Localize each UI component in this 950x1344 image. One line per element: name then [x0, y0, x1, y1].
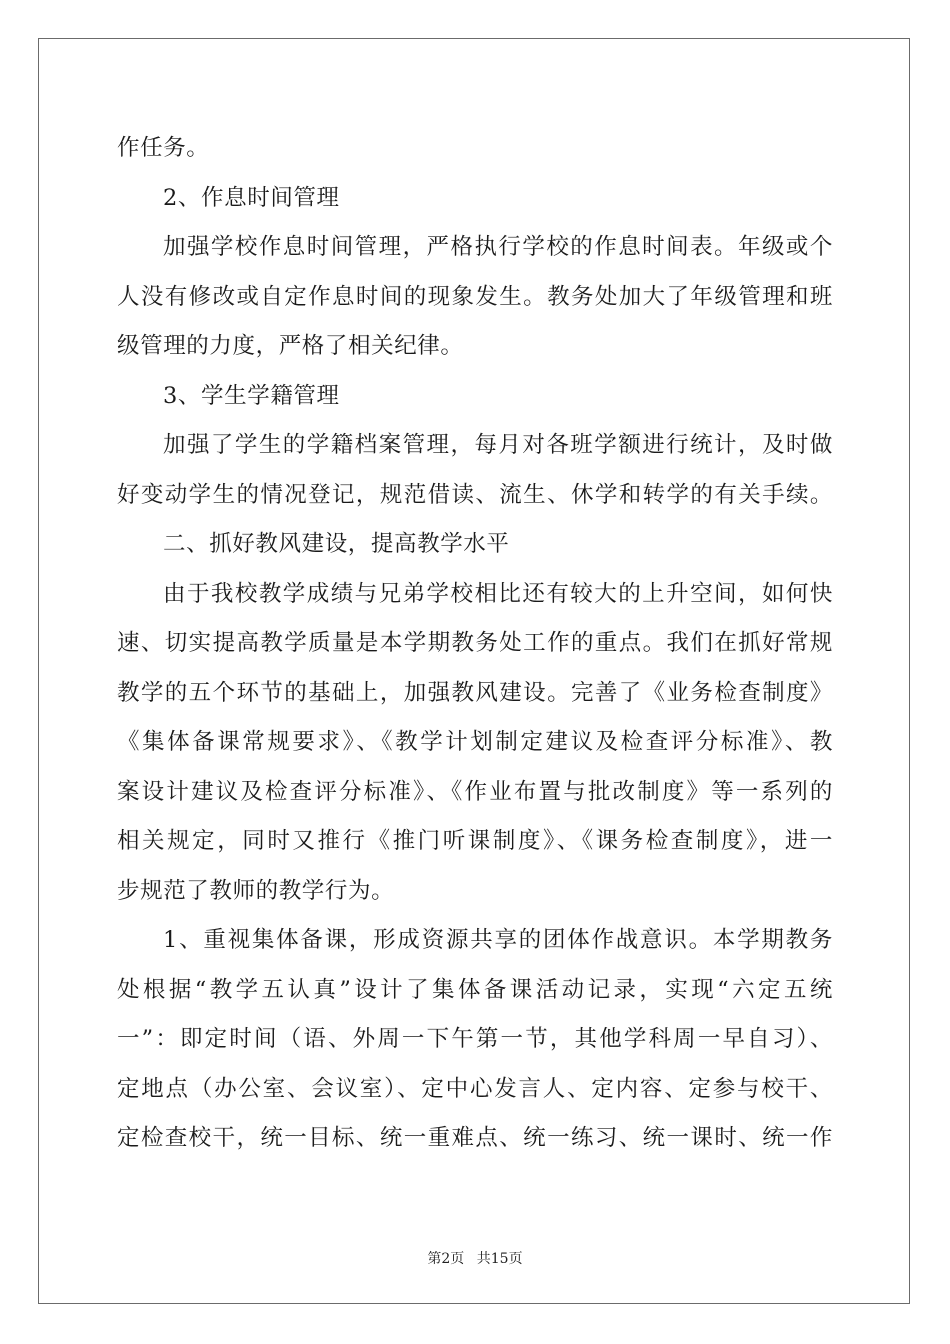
- text-line: 人没有修改或自定作息时间的现象发生。教务处加大了年级管理和班: [117, 283, 833, 310]
- text-line: 《集体备课常规要求》、《教学计划制定建议及检查评分标准》、教: [117, 729, 833, 755]
- text-line: 案设计建议及检查评分标准》、《作业布置与批改制度》等一系列的: [117, 778, 833, 805]
- text-line: 级管理的力度，严格了相关纪律。: [117, 333, 464, 359]
- current-page-number: 第2页: [427, 1251, 465, 1267]
- text-line: 教学的五个环节的基础上，加强教风建设。完善了《业务检查制度》: [117, 679, 833, 706]
- text-line: 定检查校干，统一目标、统一重难点、统一练习、统一课时、统一作: [117, 1125, 833, 1151]
- text-line: 加强学校作息时间管理，严格执行学校的作息时间表。年级或个: [163, 234, 833, 260]
- section-heading: 3、学生学籍管理: [163, 382, 340, 409]
- text-line: 一”：即定时间（语、外周一下午第一节，其他学科周一早自习）、: [117, 1026, 833, 1052]
- text-line: 作任务。: [117, 135, 210, 161]
- page-footer: [0, 1248, 950, 1268]
- text-line: 加强了学生的学籍档案管理，每月对各班学额进行统计，及时做: [163, 432, 833, 458]
- text-line: 由于我校教学成绩与兄弟学校相比还有较大的上升空间，如何快: [163, 580, 833, 607]
- document-body: [117, 124, 833, 1164]
- text-line: 1、重视集体备课，形成资源共享的团体作战意识。本学期教务: [163, 927, 833, 953]
- text-line: 处根据“教学五认真”设计了集体备课活动记录，实现“六定五统: [117, 976, 833, 1003]
- text-line: 定地点（办公室、会议室）、定中心发言人、定内容、定参与校干、: [117, 1075, 833, 1102]
- total-pages: 共15页: [476, 1251, 523, 1267]
- text-line: 相关规定，同时又推行《推门听课制度》、《课务检查制度》，进一: [117, 828, 833, 854]
- section-heading: 2、作息时间管理: [163, 184, 340, 211]
- text-line: 速、切实提高教学质量是本学期教务处工作的重点。我们在抓好常规: [117, 630, 833, 656]
- text-line: 好变动学生的情况登记，规范借读、流生、休学和转学的有关手续。: [117, 481, 833, 508]
- text-line: 步规范了教师的教学行为。: [117, 877, 395, 904]
- section-heading: 二、抓好教风建设，提高教学水平: [163, 531, 510, 557]
